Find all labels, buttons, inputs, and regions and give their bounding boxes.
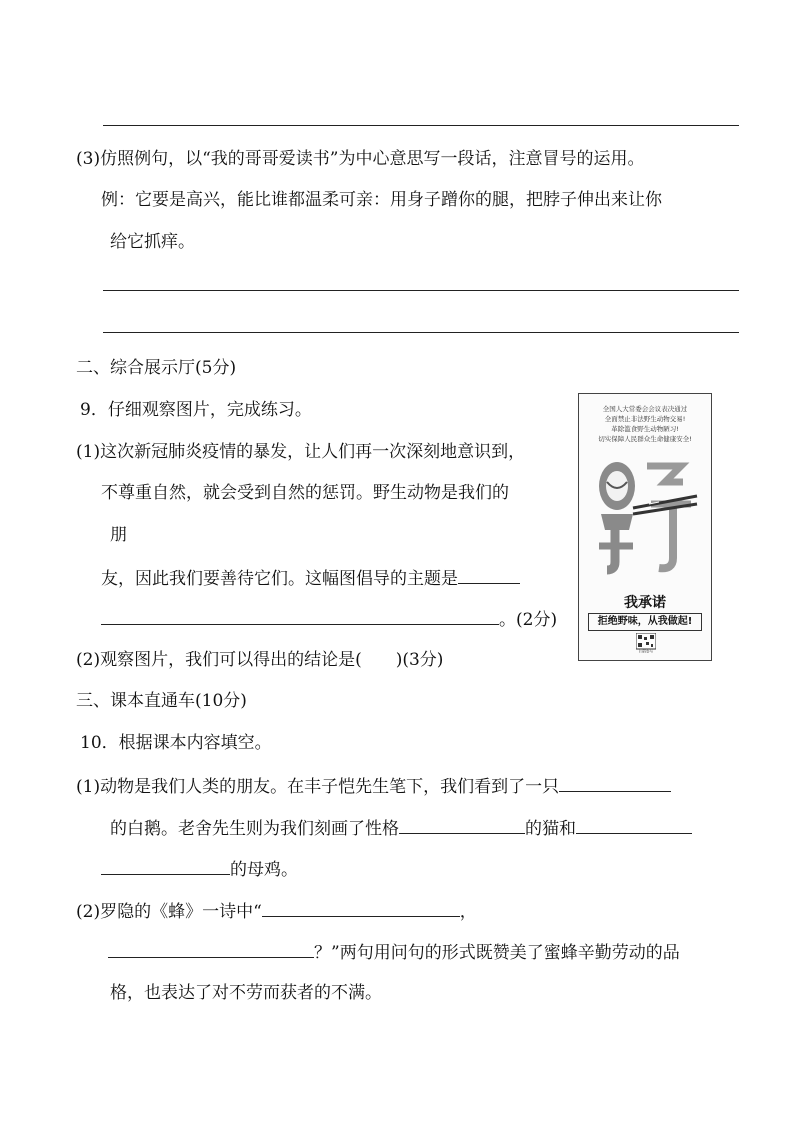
q10-p1-b: 的白鹅。老舍先生则为我们刻画了性格 xyxy=(110,819,399,839)
q9-p1-line4 xyxy=(101,565,520,591)
blank-goose-trait[interactable] xyxy=(559,773,671,792)
blank-poem-line1[interactable] xyxy=(262,898,460,917)
poster-slogan: 拒绝野味，从我做起! xyxy=(588,613,702,631)
q3-example-line2: 给它抓痒。 xyxy=(110,232,195,252)
section2-title: 二、综合展示厅(5分) xyxy=(76,358,237,378)
blank-poem-line2[interactable] xyxy=(108,939,314,958)
q10-p1-a: (1)动物是我们人类的朋友。在丰子恺先生笔下，我们看到了一只 xyxy=(76,777,560,797)
q10-p2-line2 xyxy=(108,939,680,965)
answer-line-q3-1[interactable] xyxy=(103,290,739,291)
q9-p1-line3: 朋 xyxy=(110,525,127,545)
q9-stem: 9．仔细观察图片，完成练习。 xyxy=(80,400,312,420)
q9-p1-line1: (1)这次新冠肺炎疫情的暴发，让人们再一次深刻地意识到， xyxy=(76,442,526,462)
blank-cat-trait[interactable] xyxy=(399,815,525,834)
q10-p2-comma: ， xyxy=(459,902,477,922)
q10-p1-line3 xyxy=(101,856,298,882)
q9-p1-line2: 不尊重自然，就会受到自然的惩罚。野生动物是我们的 xyxy=(101,483,509,503)
q10-p1-line1 xyxy=(76,773,671,799)
q3-example-line1: 例：它要是高兴，能比谁都温柔可亲：用身子蹭你的腿，把脖子伸出来让你 xyxy=(101,190,662,210)
q10-stem: 10．根据课本内容填空。 xyxy=(80,733,272,753)
poster-header-line: 革除滥食野生动物陋习! xyxy=(611,425,679,433)
qr-caption: 扫码参与 xyxy=(639,649,653,653)
q10-p2-line3: 格，也表达了对不劳而获者的不满。 xyxy=(110,983,382,1003)
q10-p2-line1 xyxy=(76,898,477,924)
q10-p1-line2 xyxy=(110,815,692,841)
wild-character-mouth-chopsticks-icon xyxy=(593,452,699,582)
q10-p1-d: 的母鸡。 xyxy=(230,860,298,880)
poster-header xyxy=(579,404,711,444)
poster-header-line: 全国人大常委会会议表决通过 xyxy=(602,405,688,413)
answer-line-top xyxy=(103,125,739,126)
poster-header-line: 切实保障人民群众生命健康安全! xyxy=(598,435,692,443)
blank-hen-trait-part1[interactable] xyxy=(576,815,692,834)
q9-p2: (2)观察图片，我们可以得出的结论是( )(3分) xyxy=(76,650,444,670)
section3-title: 三、课本直通车(10分) xyxy=(76,691,247,711)
q10-p2-a: (2)罗隐的《蜂》一诗中“ xyxy=(76,902,262,922)
blank-theme-part2[interactable] xyxy=(101,606,499,625)
q9-p1-end-line xyxy=(101,606,557,632)
q10-p2-b: ？”两句用问句的形式既赞美了蜜蜂辛勤劳动的品 xyxy=(314,943,680,963)
qr-code-icon xyxy=(636,633,656,653)
q10-p1-c: 的猫和 xyxy=(525,819,576,839)
blank-hen-trait-part2[interactable] xyxy=(101,856,230,875)
q9-p1-line4-text: 友，因此我们要善待它们。这幅图倡导的主题是 xyxy=(101,569,458,589)
wildlife-poster xyxy=(578,393,712,661)
poster-promise: 我承诺 xyxy=(624,595,666,611)
poster-header-line: 全面禁止非法野生动物交易! xyxy=(604,415,686,423)
answer-line-q3-2[interactable] xyxy=(103,332,739,333)
q3-prompt: (3)仿照例句，以“我的哥哥爱读书”为中心意思写一段话，注意冒号的运用。 xyxy=(76,149,645,169)
blank-theme-part1[interactable] xyxy=(458,565,520,584)
q9-p1-end: 。(2分) xyxy=(499,610,558,630)
